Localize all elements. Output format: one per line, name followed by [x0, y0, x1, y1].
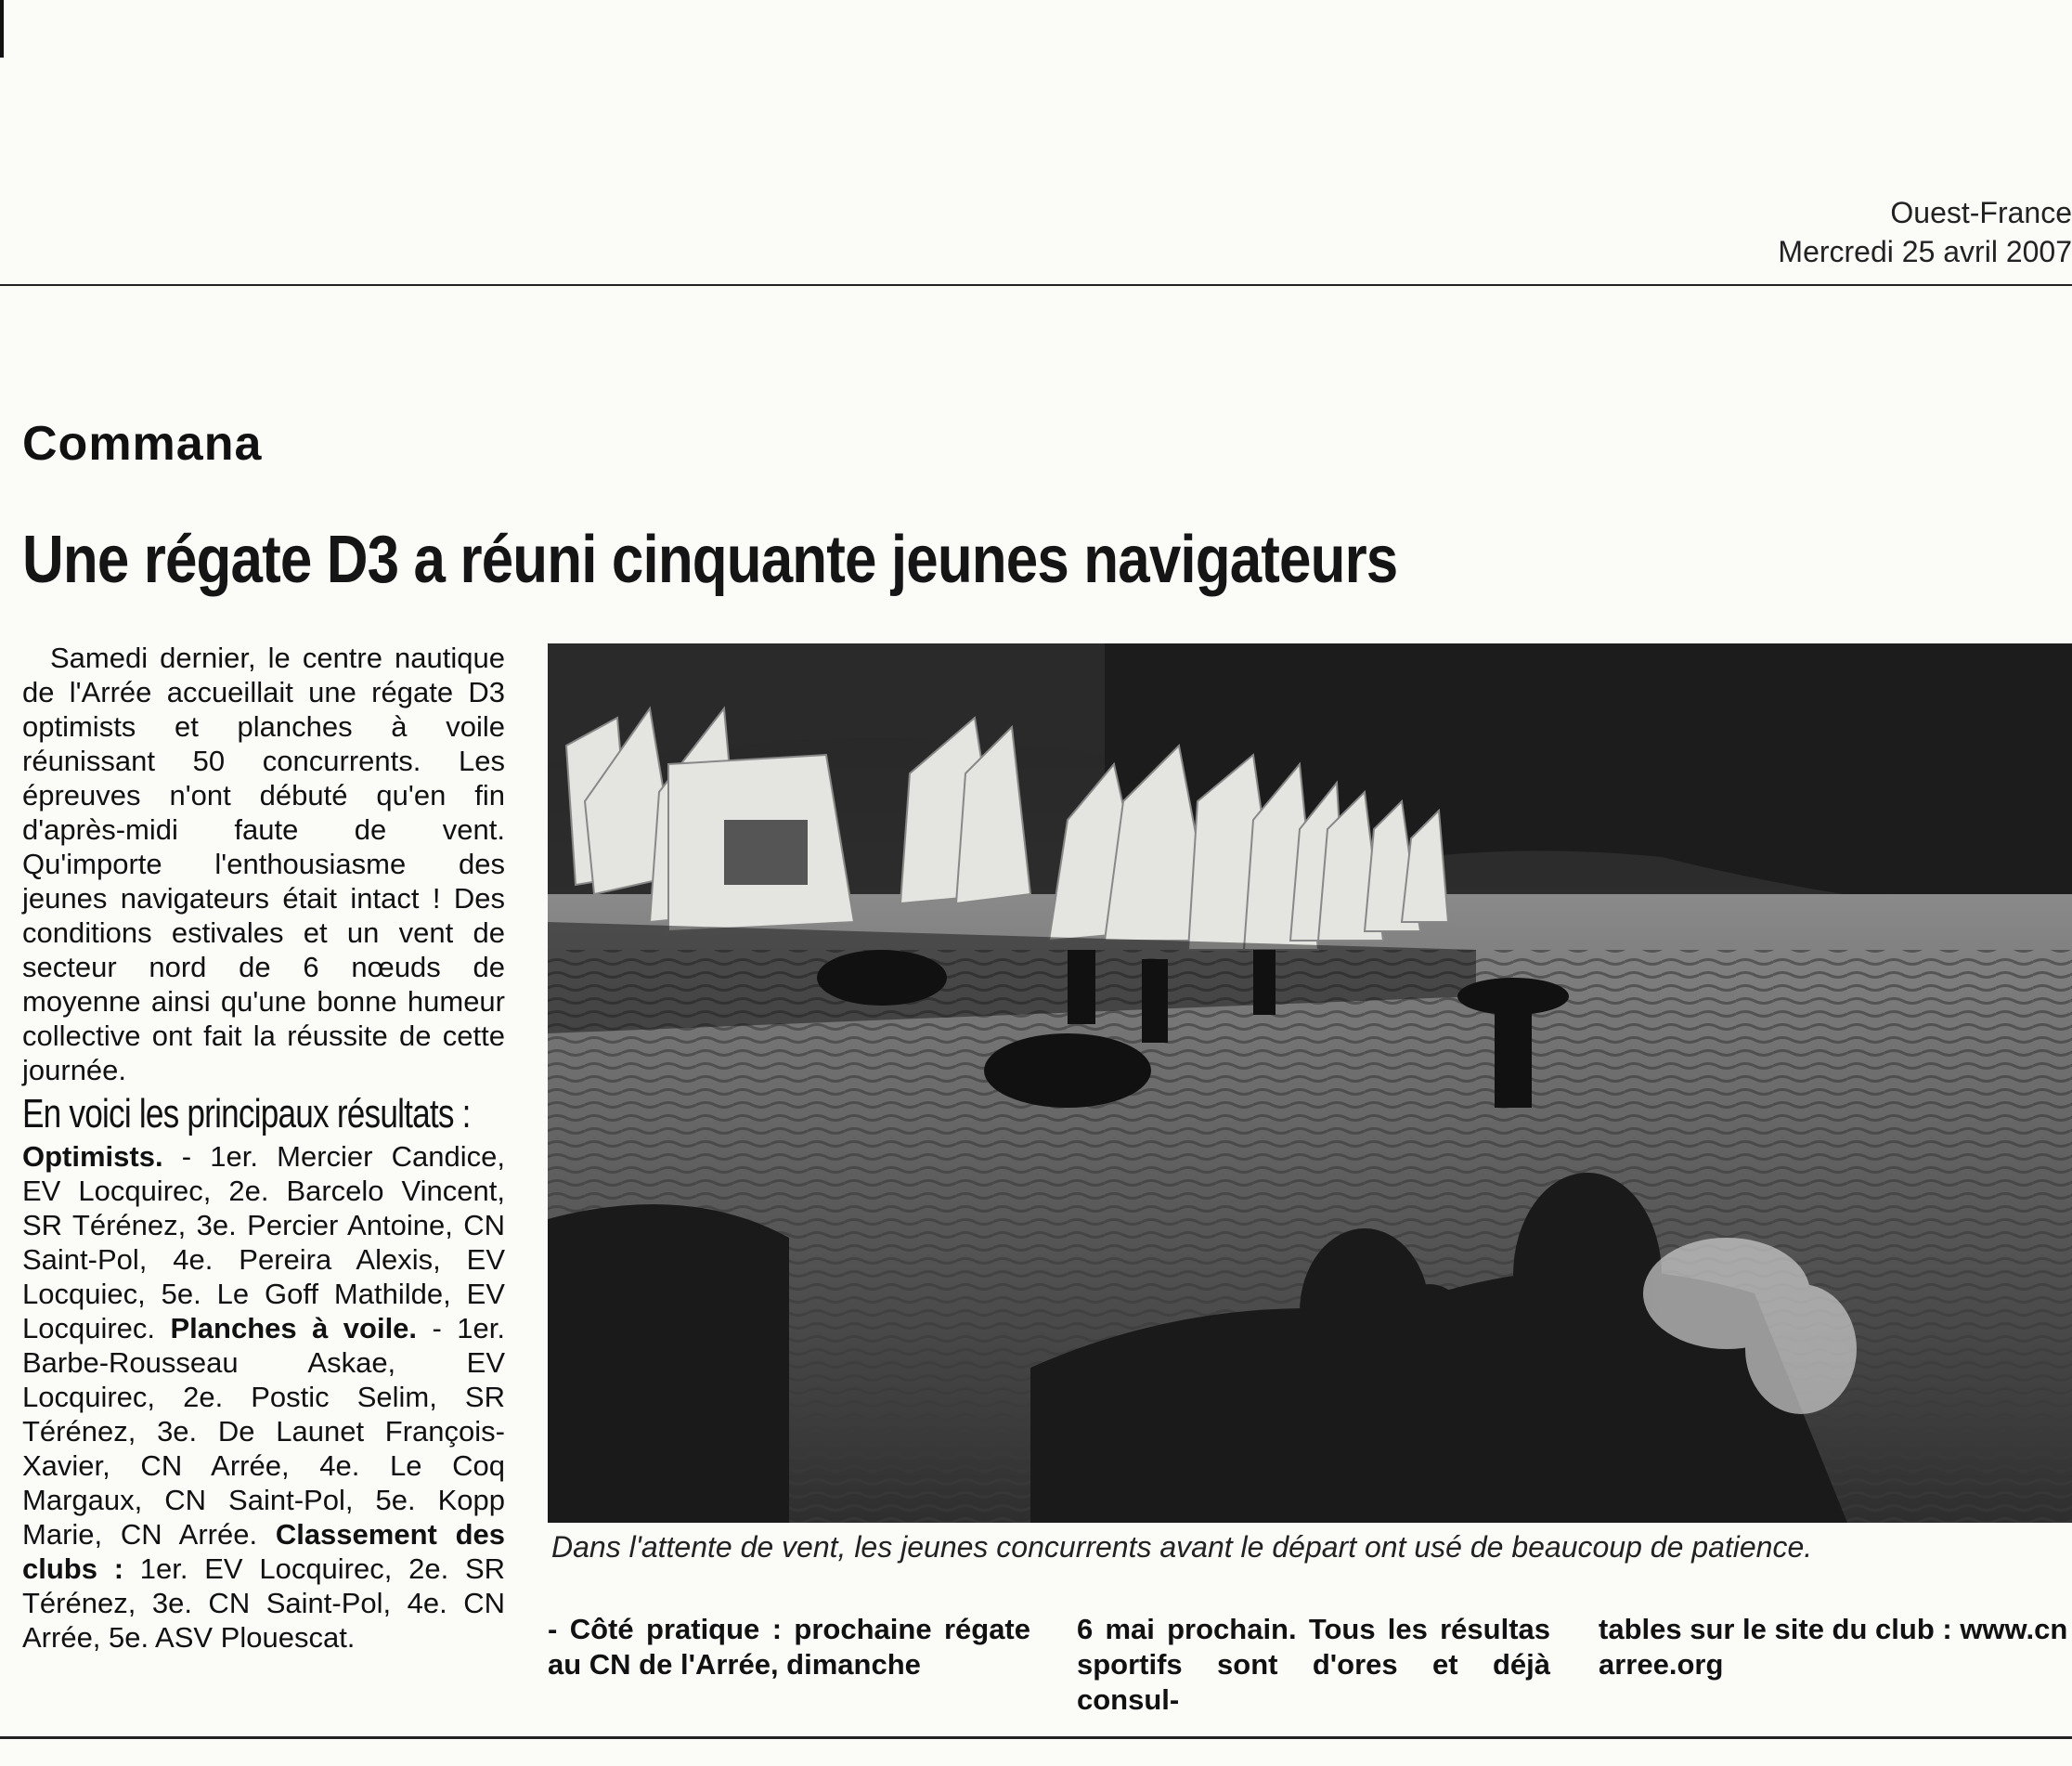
- newspaper-name: Ouest-France: [1890, 196, 2072, 229]
- article-body: [22, 641, 505, 1655]
- footer-rule: [0, 1736, 2072, 1739]
- section-title: Commana: [22, 417, 263, 471]
- optimists-results: - 1er. Mercier Candice, EV Locquirec, 2e. Barcelo Vincent, SR Térénez, 3e. Percier Antoine, CN Saint-Pol, 4e. Pereira Alexis, EV Locquiec, 5e. Le Goff Mathilde, EV Locquirec.: [22, 1140, 505, 1344]
- photo-caption: Dans l'attente de vent, les jeunes concurrents avant le départ ont usé de beaucoup de patience.: [551, 1530, 1813, 1564]
- masthead: [1778, 193, 2072, 271]
- header-rule: [0, 284, 2072, 286]
- clubs-results: 1er. EV Locquirec, 2e. SR Térénez, 3e. CN Saint-Pol, 4e. CN Arrée, 5e. ASV Plouescat.: [22, 1552, 506, 1654]
- practical-info-col2: 6 mai prochain. Tous les résultas sportifs sont d'ores et déjà consul-: [1077, 1613, 1550, 1716]
- practical-info-col1: - Côté pratique : prochaine régate au CN de l'Arrée, dimanche: [548, 1613, 1030, 1681]
- planches-results: - 1er. Barbe-Rousseau Askae, EV Locquirec, 2e. Postic Selim, SR Térénez, 3e. De Launet François-Xavier, CN Arrée, 4e. Le Coq Margaux, CN Saint-Pol, 5e. Kopp Marie, CN Arrée.: [22, 1312, 505, 1551]
- practical-info-col3: tables sur le site du club : www.cn arree.org: [1599, 1613, 2068, 1681]
- headline: Une régate D3 a réuni cinquante jeunes navigateurs: [22, 523, 1398, 597]
- crop-mark: [0, 0, 4, 58]
- planches-label: Planches à voile.: [170, 1312, 418, 1344]
- regatta-photo: [548, 643, 2072, 1523]
- publication-date: Mercredi 25 avril 2007: [1778, 235, 2072, 268]
- results-text: [22, 1139, 505, 1655]
- optimists-label: Optimists.: [22, 1140, 163, 1173]
- clubs-label: Classement des clubs :: [22, 1518, 505, 1585]
- results-intro: En voici les principaux résultats :: [22, 1091, 471, 1136]
- article-intro: Samedi dernier, le centre nautique de l'Arrée accueillait une régate D3 optimists et planches à voile réunissant 50 concurrents. Les épreuves n'ont débuté qu'en fin d'après-midi faute de vent. Qu'importe l'enthousiasme des jeunes navigateurs était intact ! Des conditions estivales et un vent de secteur nord de 6 nœuds de moyenne ainsi qu'une bonne humeur collective ont fait la réussite de cette journée.: [22, 642, 505, 1086]
